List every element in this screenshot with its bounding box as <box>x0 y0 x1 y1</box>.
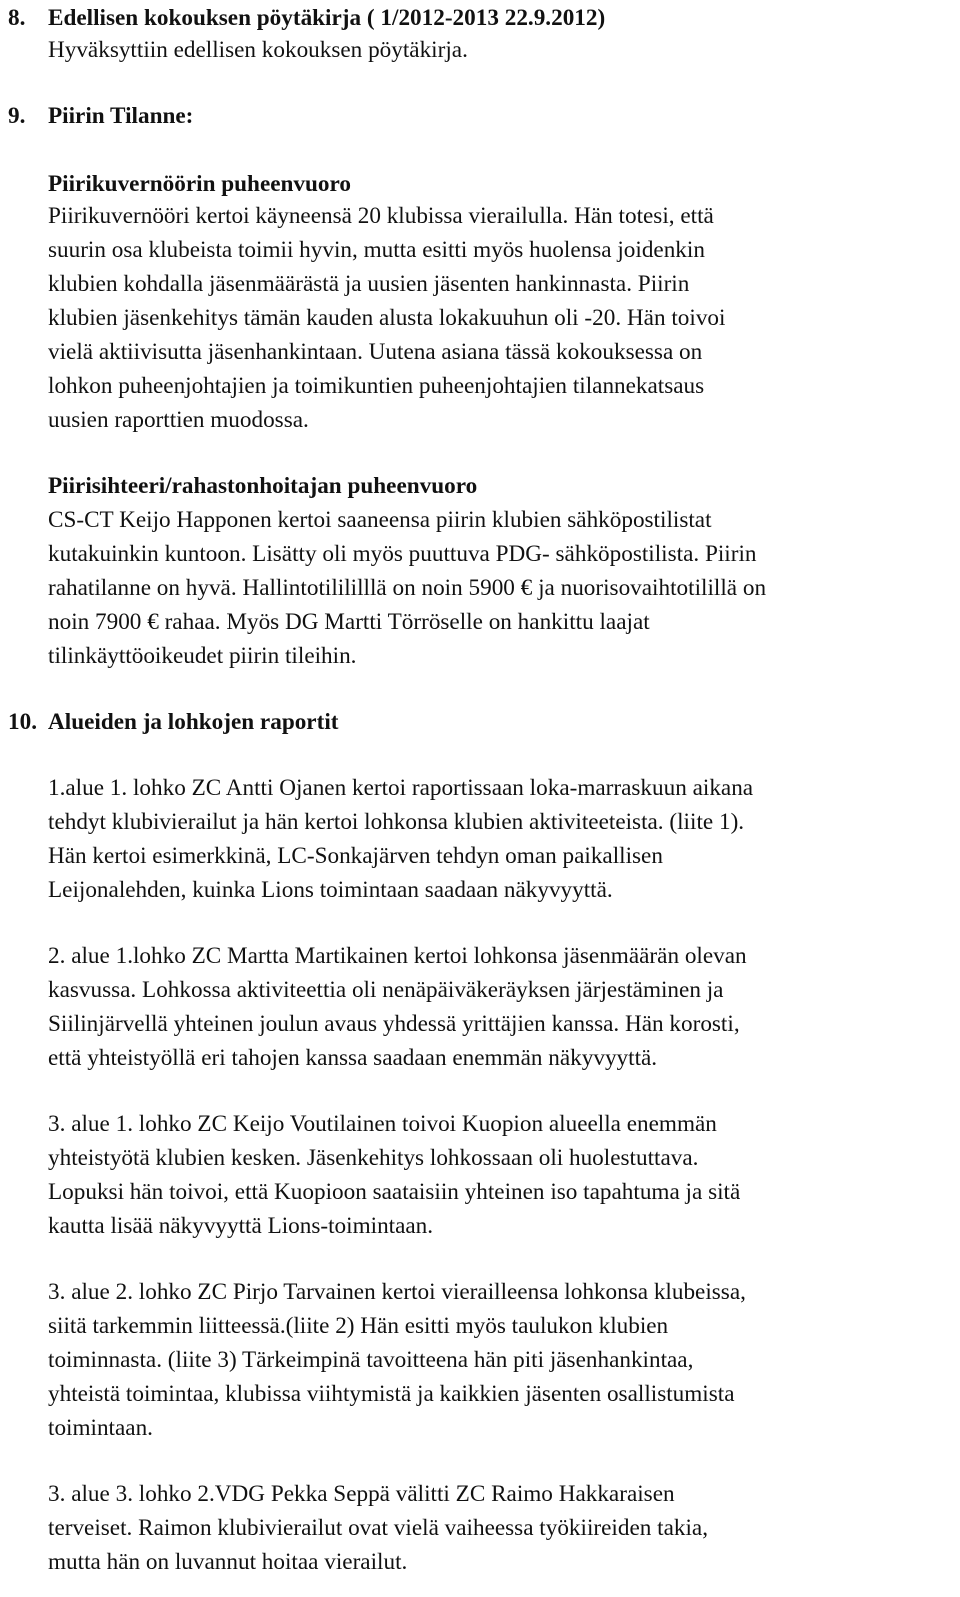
section-9-title: Piirin Tilanne: <box>48 103 194 129</box>
governor-line: Piirikuvernööri kertoi käyneensä 20 klubissa vierailulla. Hän totesi, että <box>48 203 714 229</box>
section-9-heading <box>8 102 193 130</box>
report-line: terveiset. Raimon klubivierailut ovat vielä vaiheessa työkiireiden takia, <box>48 1515 708 1541</box>
section-10-number: 10. <box>8 709 37 735</box>
section-10-heading <box>8 708 339 736</box>
governor-heading: Piirikuvernöörin puheenvuoro <box>48 171 351 197</box>
report-line: että yhteistyöllä eri tahojen kanssa saadaan enemmän näkyvyyttä. <box>48 1045 658 1071</box>
report-line: 3. alue 1. lohko ZC Keijo Voutilainen toivoi Kuopion alueella enemmän <box>48 1111 717 1137</box>
secretary-line: noin 7900 € rahaa. Myös DG Martti Törröselle on hankittu laajat <box>48 609 650 635</box>
governor-line: klubien jäsenkehitys tämän kauden alusta lokakuuhun oli -20. Hän toivoi <box>48 305 726 331</box>
section-8-heading <box>8 4 605 32</box>
governor-line: lohkon puheenjohtajien ja toimikuntien puheenjohtajien tilannekatsaus <box>48 373 705 399</box>
report-line: yhteistyötä klubien kesken. Jäsenkehitys lohkossaan oli huolestuttava. <box>48 1145 699 1171</box>
section-9-number: 9. <box>8 103 26 129</box>
report-line: Lopuksi hän toivoi, että Kuopioon saataisiin yhteinen iso tapahtuma ja sitä <box>48 1179 741 1205</box>
report-line: toiminnasta. (liite 3) Tärkeimpinä tavoitteena hän piti jäsenhankintaa, <box>48 1347 694 1373</box>
report-line: Leijonalehden, kuinka Lions toimintaan saadaan näkyvyyttä. <box>48 877 613 903</box>
governor-line: klubien kohdalla jäsenmäärästä ja uusien jäsenten hankinnasta. Piirin <box>48 271 690 297</box>
report-line: 2. alue 1.lohko ZC Martta Martikainen kertoi lohkonsa jäsenmäärän olevan <box>48 943 747 969</box>
governor-line: vielä aktiivisutta jäsenhankintaan. Uutena asiana tässä kokouksessa on <box>48 339 703 365</box>
report-line: Siilinjärvellä yhteinen joulun avaus yhdessä yrittäjien kanssa. Hän korosti, <box>48 1011 740 1037</box>
report-line: yhteistä toimintaa, klubissa viihtymistä ja kaikkien jäsenten osallistumista <box>48 1381 735 1407</box>
report-line: tehdyt klubivierailut ja hän kertoi lohkonsa klubien aktiviteeteista. (liite 1). <box>48 809 745 835</box>
secretary-line: rahatilanne on hyvä. Hallintotilililllä on noin 5900 € ja nuorisovaihtotilillä on <box>48 575 767 601</box>
secretary-line: kutakuinkin kuntoon. Lisätty oli myös puuttuva PDG- sähköpostilista. Piirin <box>48 541 757 567</box>
report-line: siitä tarkemmin liitteessä.(liite 2) Hän esitti myös taulukon klubien <box>48 1313 669 1339</box>
governor-line: suurin osa klubeista toimii hyvin, mutta esitti myös huolensa joidenkin <box>48 237 705 263</box>
report-line: 3. alue 3. lohko 2.VDG Pekka Seppä välitti ZC Raimo Hakkaraisen <box>48 1481 675 1507</box>
section-8-title: Edellisen kokouksen pöytäkirja ( 1/2012-2013 22.9.2012) <box>48 5 606 31</box>
report-line: Hän kertoi esimerkkinä, LC-Sonkajärven tehdyn oman paikallisen <box>48 843 663 869</box>
report-line: mutta hän on luvannut hoitaa vierailut. <box>48 1549 408 1575</box>
report-line: kasvussa. Lohkossa aktiviteettia oli nenäpäiväkeräyksen järjestäminen ja <box>48 977 724 1003</box>
secretary-heading: Piirisihteeri/rahastonhoitajan puheenvuoro <box>48 473 478 499</box>
report-line: 3. alue 2. lohko ZC Pirjo Tarvainen kertoi vierailleensa lohkonsa klubeissa, <box>48 1279 746 1305</box>
section-8-text: Hyväksyttiin edellisen kokouksen pöytäkirja. <box>48 37 468 63</box>
section-10-title: Alueiden ja lohkojen raportit <box>48 709 339 735</box>
report-line: toimintaan. <box>48 1415 153 1441</box>
secretary-line: CS-CT Keijo Happonen kertoi saaneensa piirin klubien sähköpostilistat <box>48 507 712 533</box>
governor-line: uusien raporttien muodossa. <box>48 407 309 433</box>
secretary-line: tilinkäyttöoikeudet piirin tileihin. <box>48 643 357 669</box>
report-line: 1.alue 1. lohko ZC Antti Ojanen kertoi raportissaan loka-marraskuun aikana <box>48 775 754 801</box>
report-line: kautta lisää näkyvyyttä Lions-toimintaan. <box>48 1213 434 1239</box>
section-8-number: 8. <box>8 5 26 31</box>
